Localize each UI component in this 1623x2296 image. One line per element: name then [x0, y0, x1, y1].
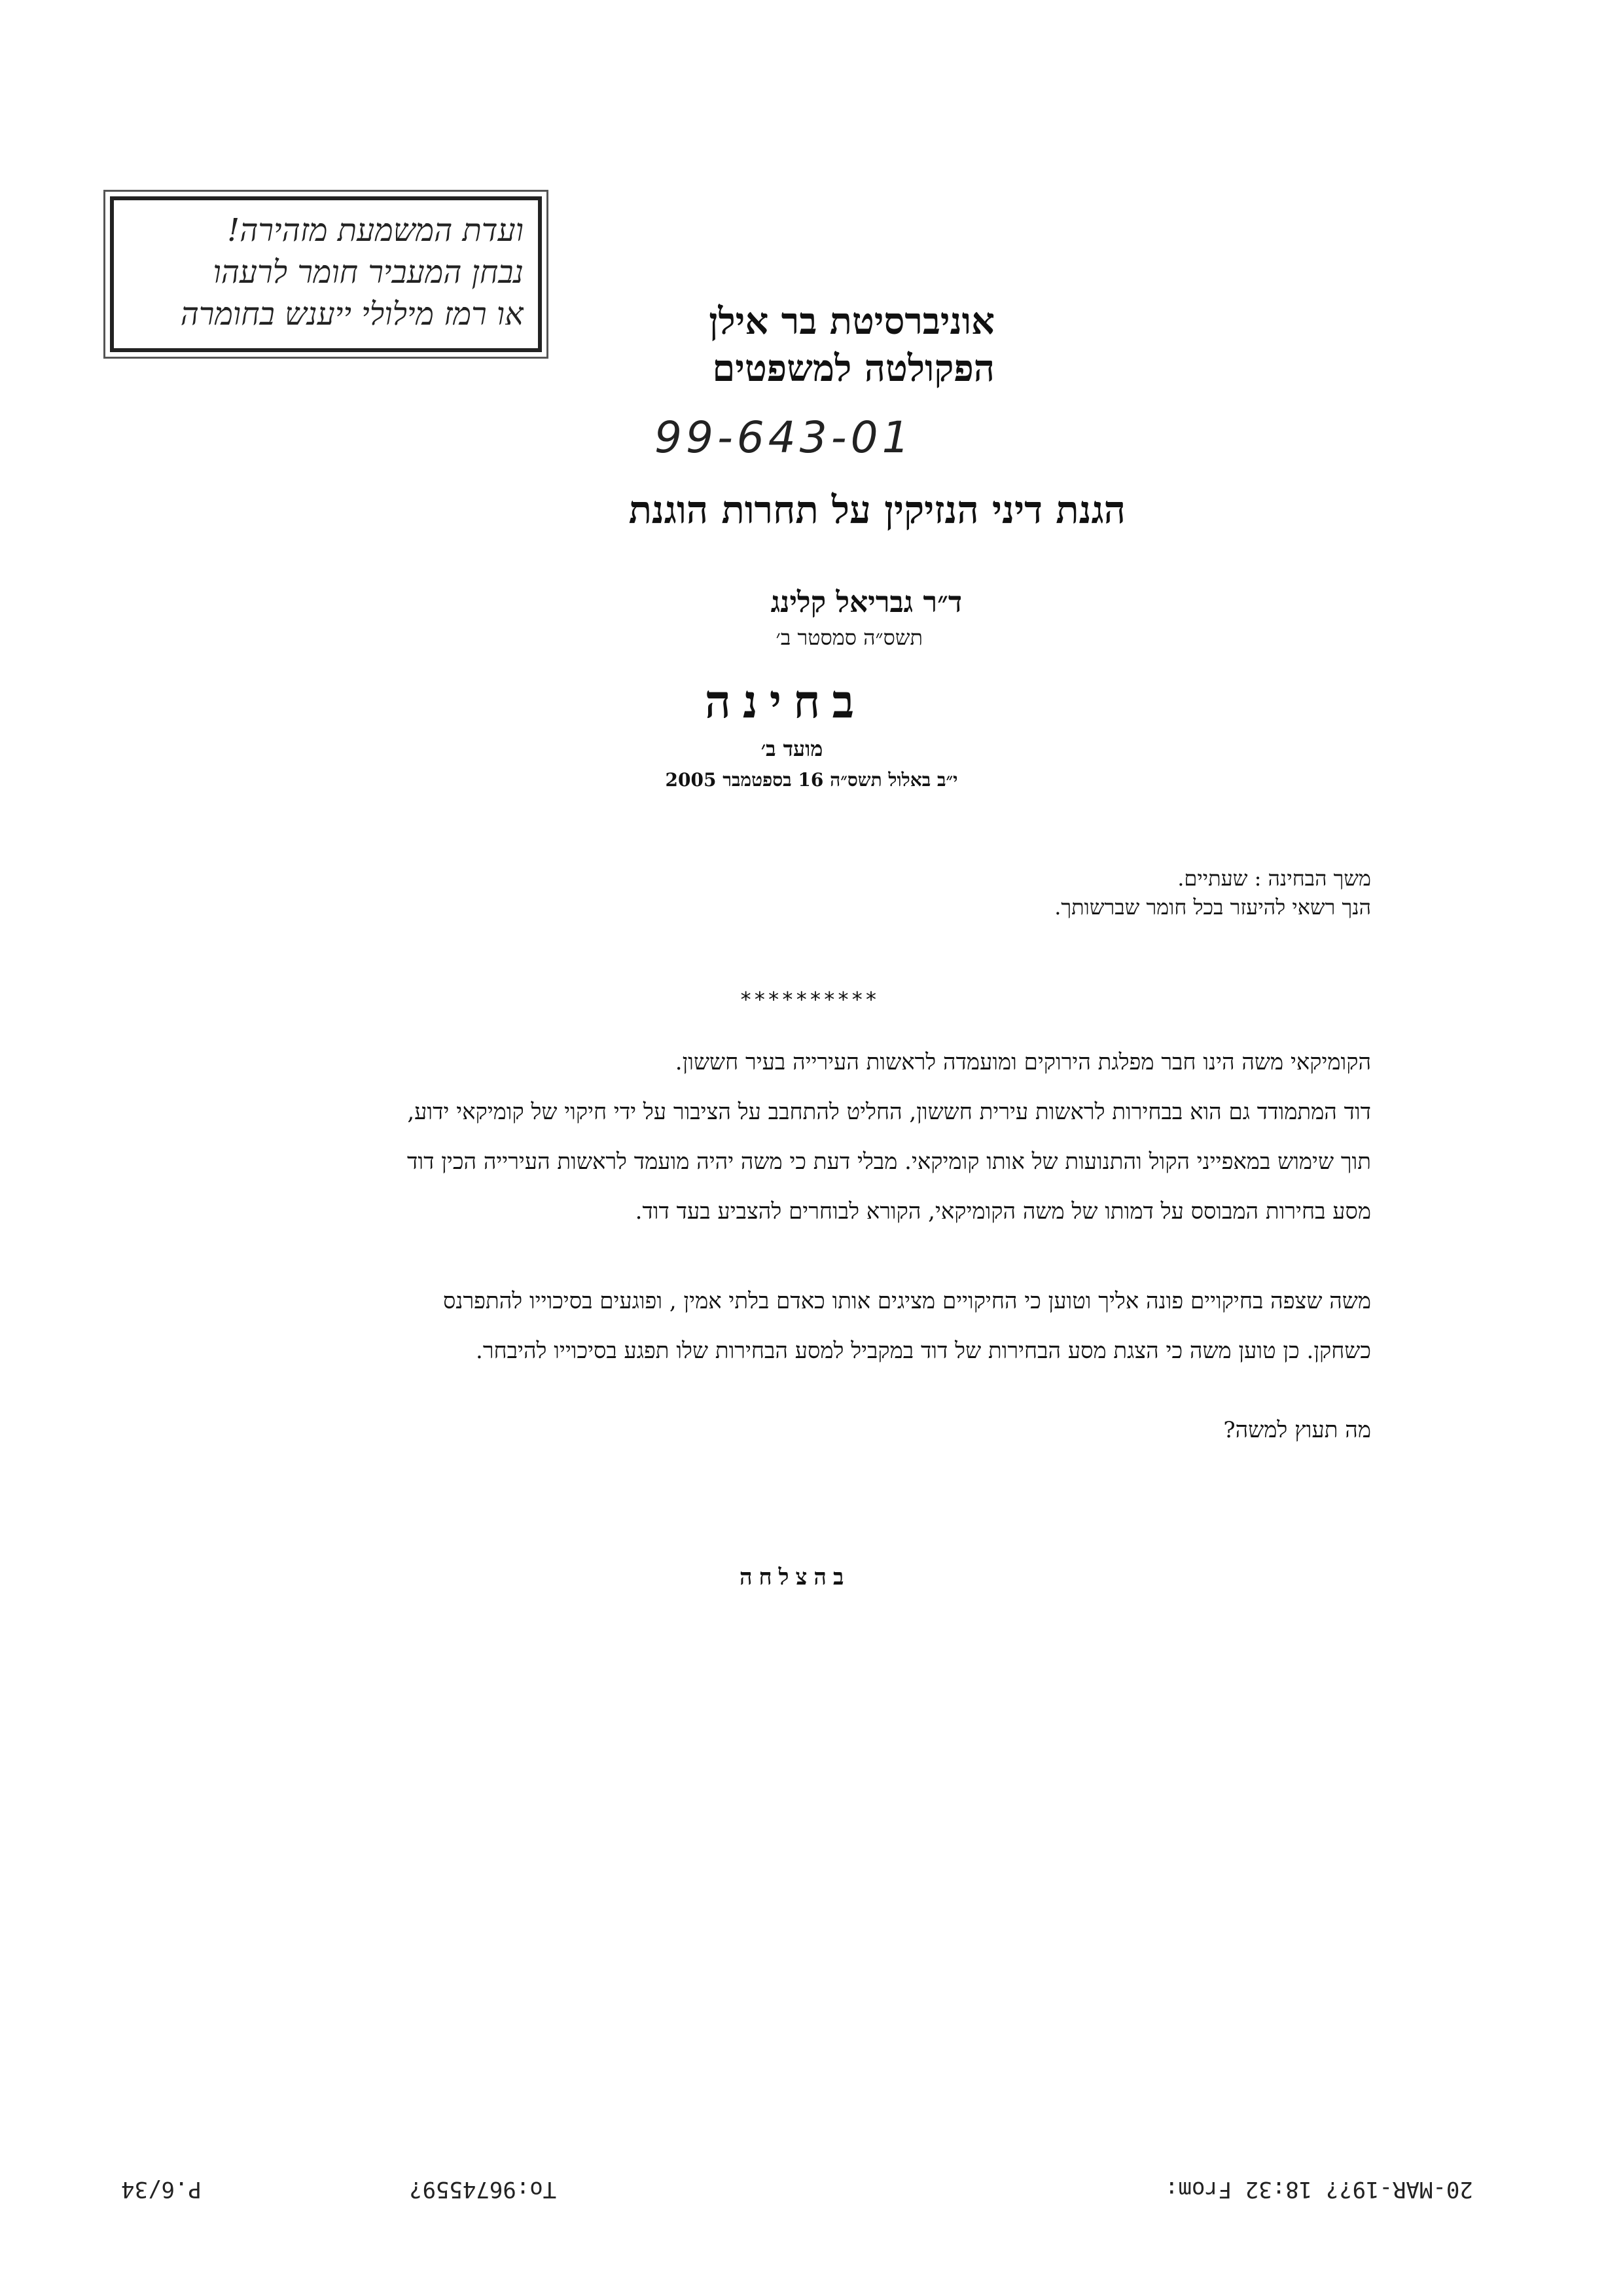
exam-date: י״ב באלול תשס״ה 16 בספטמבר 2005 [665, 769, 958, 791]
case-paragraph-1 [232, 1037, 1371, 1236]
stamp-line-2: נבחן המעביר חומר לרעהו [213, 254, 524, 291]
exam-moed: מועד ב׳ [760, 736, 823, 761]
paragraph-line: משה שצפה בחיקויים פונה אליך וטוען כי החיקויים מציגים אותו כאדם בלתי אמין , ופוגעים בסיכוייו להתפרנס [443, 1288, 1371, 1314]
case-paragraph-2 [232, 1276, 1371, 1376]
exam-question: מה תעוץ למשה? [1223, 1417, 1371, 1443]
course-title: הגנת דיני הנזיקין על תחרות הוגנת [628, 488, 1126, 532]
paragraph-line: תוך שימוש במאפייני הקול והתנועות של אותו קומיקאי. מבלי דעת כי משה יהיה מועמד לראשות העירייה הכין דוד [407, 1149, 1371, 1175]
exam-instructions [1054, 864, 1371, 922]
paragraph-line: הקומיקאי משה הינו חבר מפלגת הירוקים ומועמדה לראשות העירייה בעיר חששון. [675, 1049, 1371, 1075]
institution-header [709, 298, 995, 392]
paragraph-line: כשחקן. כן טוען משה כי הצגת מסע הבחירות של דוד במקביל למסע הבחירות שלו תפגע בסיכוייו להיבחר. [476, 1338, 1371, 1364]
fax-from: 20-MAR-19?? 18:32 From: [1165, 2176, 1473, 2202]
stamp-line-1: ועדת המשמעת מזהירה! [227, 212, 524, 249]
stamp-line-3: או רמז מילולי ייענש בחומרה [180, 296, 524, 332]
fax-to: To:9674559? [409, 2176, 557, 2202]
fax-page-number: P.6/34 [121, 2176, 202, 2202]
paragraph-line: דוד המתמודד גם הוא בבחירות לראשות עירית חששון, החליט להתחבב על הציבור על ידי חיקוי של קומיקאי ידוע, [407, 1099, 1371, 1125]
exam-title: בחינה [704, 674, 866, 728]
exam-duration: משך הבחינה : שעתיים. [1177, 866, 1371, 891]
lecturer-name: ד״ר גבריאל קלינג [770, 586, 962, 619]
separator: ********** [740, 987, 879, 1012]
faculty-name: הפקולטה למשפטים [712, 347, 995, 390]
exam-materials: הנך רשאי להיעזר בכל חומר שברשותך. [1054, 895, 1371, 920]
course-code: 99-643-01 [654, 412, 914, 463]
university-name: אוניברסיטת בר אילן [709, 300, 995, 343]
semester: תשס״ה סמסטר ב׳ [776, 625, 923, 650]
paragraph-line: מסע בחירות המבוסס על דמותו של משה הקומיקאי, הקורא לבוחרים להצביע בעד דוד. [635, 1198, 1371, 1225]
warning-stamp [110, 196, 542, 352]
closing-text: בהצלחה [740, 1564, 851, 1590]
